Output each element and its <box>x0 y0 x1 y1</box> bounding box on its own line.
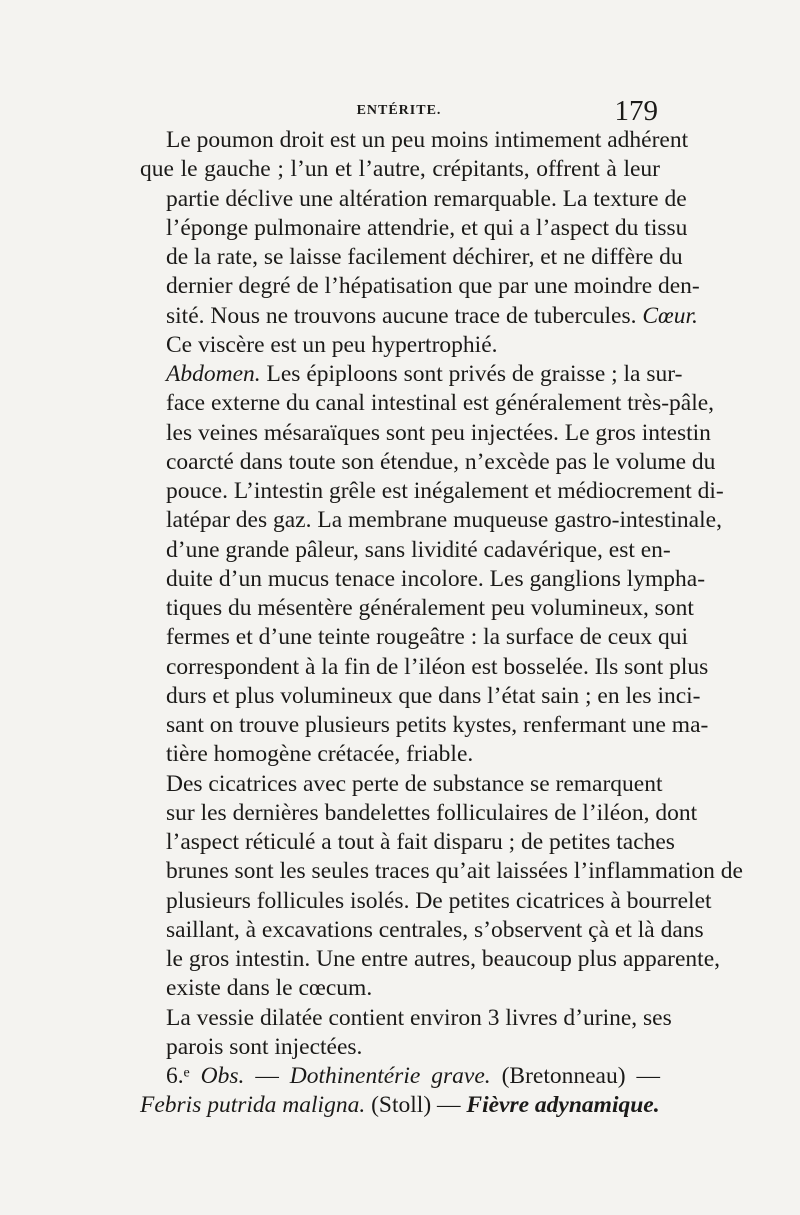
text-line: pouce. L’intestin grêle est inégalement et médiocrement di- <box>166 478 724 504</box>
text-line: tière homogène crétacée, friable. <box>166 741 474 768</box>
text-line: existe dans le cœcum. <box>166 975 373 1002</box>
text-line: l’aspect réticulé a tout à fait disparu ; de petites taches <box>166 829 675 855</box>
text-line: Le poumon droit est un peu moins intimement adhérent <box>166 127 689 153</box>
observation-heading <box>140 1062 660 1121</box>
body-text <box>140 126 743 1121</box>
section-heading-abdomen: Abdomen. <box>166 361 261 387</box>
running-title: ENTÉRITE. <box>356 103 442 118</box>
text-line: partie déclive une altération remarquable. La texture de <box>166 185 687 212</box>
paragraph-cicatrices <box>140 770 743 1004</box>
text-line: Des cicatrices avec perte de substance se remarquent <box>166 770 663 797</box>
text-line: durs et plus volumineux que dans l’état sain ; en les inci- <box>166 682 701 709</box>
dash: — <box>255 1063 279 1089</box>
section-heading-coeur: Cœur. <box>642 302 698 329</box>
dash: — <box>437 1092 461 1119</box>
text-segment: sité. Nous ne trouvons aucune trace de tubercules. <box>166 302 637 329</box>
text-line: tiques du mésentère généralement peu volumineux, sont <box>166 595 694 621</box>
disease-name: Dothinentérie grave. <box>289 1063 491 1089</box>
text-line: de la rate, se laisse facilement déchirer, et ne diffère du <box>166 244 683 270</box>
text-line: dernier degré de l’hépatisation que par une moindre den- <box>166 273 700 300</box>
observation-line-1 <box>140 1062 660 1091</box>
text-line: La vessie dilatée contient environ 3 livres d’urine, ses <box>166 1004 672 1031</box>
text-line: duite d’un mucus tenace incolore. Les ganglions lympha- <box>166 565 706 592</box>
text-line: l’éponge pulmonaire attendrie, et qui a l’aspect du tissu <box>166 214 688 241</box>
page-number: 179 <box>614 95 658 127</box>
text-segment: Les épiploons sont privés de graisse ; la sur- <box>266 361 683 387</box>
text-line-with-heading <box>140 360 683 389</box>
text-line: latépar des gaz. La membrane muqueuse gastro-intestinale, <box>166 507 722 534</box>
observation-label: Obs. <box>200 1063 245 1089</box>
text-line: correspondent à la fin de l’iléon est bosselée. Ils sont plus <box>166 653 709 680</box>
text-line: sur les dernières bandelettes folliculaires de l’iléon, dont <box>166 799 698 826</box>
paragraph-abdomen <box>140 360 724 770</box>
paragraph-lungs <box>140 126 700 360</box>
text-line: parois sont injectées. <box>166 1033 363 1060</box>
text-line: brunes sont les seules traces qu’ait laissées l’inflammation de <box>166 858 743 885</box>
text-line: que le gauche ; l’un et l’autre, crépitants, offrent à leur <box>140 156 660 183</box>
text-line: Ce viscère est un peu hypertrophié. <box>166 331 498 358</box>
author-bretonneau: (Bretonneau) — <box>501 1063 661 1089</box>
text-line: fermes et d’une teinte rougeâtre : la surface de ceux qui <box>166 624 688 651</box>
text-line: d’une grande pâleur, sans lividité cadavérique, est en- <box>166 536 671 563</box>
observation-number: 6.ᵉ <box>166 1063 190 1089</box>
text-line: les veines mésaraïques sont peu injectées. Le gros intestin <box>166 419 711 446</box>
text-line: le gros intestin. Une entre autres, beaucoup plus apparente, <box>166 946 721 972</box>
latin-disease-name: Febris putrida maligna. <box>140 1092 366 1119</box>
text-line-with-heading <box>140 302 698 331</box>
paragraph-vessie <box>140 1004 672 1063</box>
text-line: face externe du canal intestinal est généralement très-pâle, <box>166 390 715 417</box>
author-stoll: (Stoll) <box>371 1092 432 1119</box>
observation-line-2 <box>114 1091 660 1120</box>
text-line: saillant, à excavations centrales, s’observent çà et là dans <box>166 916 704 943</box>
text-line: coarcté dans toute son étendue, n’excède pas le volume du <box>166 448 716 475</box>
text-line: sant on trouve plusieurs petits kystes, renfermant une ma- <box>166 712 709 738</box>
text-line: plusieurs follicules isolés. De petites cicatrices à bourrelet <box>166 887 712 914</box>
french-disease-name: Fièvre adynamique. <box>466 1092 660 1119</box>
